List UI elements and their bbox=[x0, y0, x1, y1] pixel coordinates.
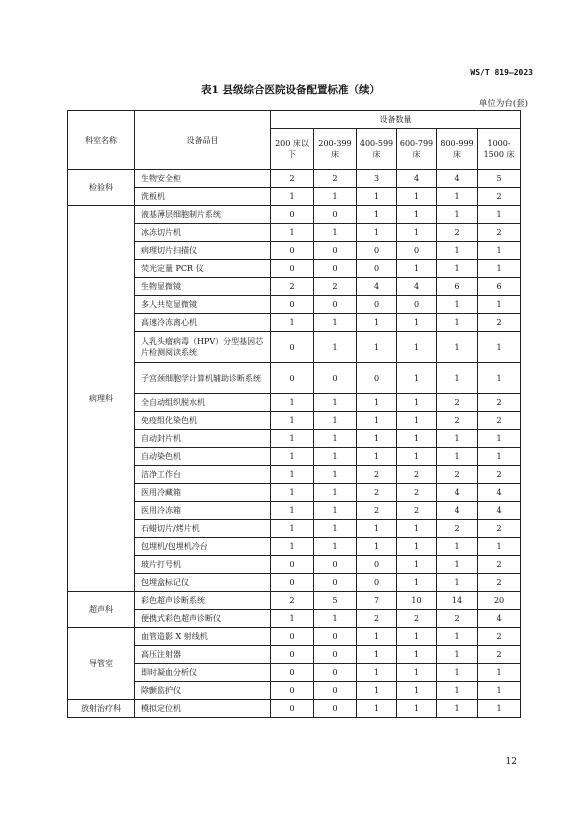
qty-cell: 1 bbox=[437, 538, 478, 556]
qty-cell: 10 bbox=[397, 592, 437, 610]
item-cell: 便携式彩色超声诊断仪 bbox=[135, 610, 271, 628]
qty-cell: 1 bbox=[478, 363, 521, 394]
qty-cell: 1 bbox=[478, 700, 521, 718]
qty-cell: 1 bbox=[314, 430, 357, 448]
qty-cell: 1 bbox=[437, 296, 478, 314]
qty-cell: 5 bbox=[478, 170, 521, 188]
table-row bbox=[68, 484, 521, 502]
qty-cell: 0 bbox=[271, 332, 314, 363]
qty-cell: 1 bbox=[478, 206, 521, 224]
item-cell: 荧光定量 PCR 仪 bbox=[135, 260, 271, 278]
table-row bbox=[68, 466, 521, 484]
qty-cell: 0 bbox=[271, 296, 314, 314]
qty-cell: 1 bbox=[271, 430, 314, 448]
table-row bbox=[68, 628, 521, 646]
item-cell: 病理切片扫描仪 bbox=[135, 242, 271, 260]
qty-cell: 1 bbox=[478, 242, 521, 260]
table-row bbox=[68, 430, 521, 448]
qty-cell: 0 bbox=[357, 574, 397, 592]
qty-cell: 1 bbox=[478, 260, 521, 278]
qty-cell: 1 bbox=[314, 332, 357, 363]
table-row bbox=[68, 682, 521, 700]
qty-cell: 0 bbox=[271, 574, 314, 592]
qty-cell: 1 bbox=[357, 430, 397, 448]
qty-cell: 2 bbox=[437, 610, 478, 628]
table-row bbox=[68, 556, 521, 574]
qty-cell: 2 bbox=[437, 224, 478, 242]
table-row bbox=[68, 664, 521, 682]
dept-cell: 病理科 bbox=[68, 206, 135, 592]
qty-cell: 1 bbox=[397, 206, 437, 224]
table-row bbox=[68, 700, 521, 718]
qty-cell: 4 bbox=[437, 502, 478, 520]
qty-cell: 2 bbox=[357, 502, 397, 520]
qty-cell: 2 bbox=[437, 466, 478, 484]
qty-cell: 1 bbox=[478, 332, 521, 363]
header-qty-col: 1000-1500 床 bbox=[478, 129, 521, 170]
unit-label: 单位为台(套) bbox=[478, 99, 528, 109]
table-row bbox=[68, 170, 521, 188]
item-cell: 包埋机/包埋机冷台 bbox=[135, 538, 271, 556]
qty-cell: 0 bbox=[397, 296, 437, 314]
qty-cell: 0 bbox=[271, 682, 314, 700]
qty-cell: 0 bbox=[314, 296, 357, 314]
qty-cell: 1 bbox=[271, 484, 314, 502]
table-row bbox=[68, 448, 521, 466]
qty-cell: 1 bbox=[357, 332, 397, 363]
qty-cell: 1 bbox=[271, 224, 314, 242]
qty-cell: 1 bbox=[357, 314, 397, 332]
qty-cell: 4 bbox=[478, 610, 521, 628]
qty-cell: 1 bbox=[357, 538, 397, 556]
item-cell: 包埋盒标记仪 bbox=[135, 574, 271, 592]
dept-cell: 放射治疗科 bbox=[68, 700, 135, 718]
qty-cell: 6 bbox=[437, 278, 478, 296]
equipment-table bbox=[67, 110, 521, 718]
qty-cell: 1 bbox=[397, 682, 437, 700]
qty-cell: 0 bbox=[314, 664, 357, 682]
qty-cell: 2 bbox=[271, 592, 314, 610]
qty-cell: 1 bbox=[271, 466, 314, 484]
qty-cell: 2 bbox=[437, 520, 478, 538]
qty-cell: 1 bbox=[397, 314, 437, 332]
qty-cell: 1 bbox=[397, 646, 437, 664]
qty-cell: 0 bbox=[314, 363, 357, 394]
table-row bbox=[68, 574, 521, 592]
table-row bbox=[68, 502, 521, 520]
item-cell: 洁净工作台 bbox=[135, 466, 271, 484]
qty-cell: 0 bbox=[271, 363, 314, 394]
qty-cell: 1 bbox=[357, 520, 397, 538]
qty-cell: 2 bbox=[314, 278, 357, 296]
qty-cell: 1 bbox=[397, 448, 437, 466]
qty-cell: 0 bbox=[271, 646, 314, 664]
item-cell: 人乳头瘤病毒（HPV）分型基因芯片检测阅读系统 bbox=[135, 332, 271, 363]
qty-cell: 2 bbox=[478, 628, 521, 646]
qty-cell: 0 bbox=[357, 556, 397, 574]
qty-cell: 1 bbox=[314, 314, 357, 332]
item-cell: 液基薄层细胞制片系统 bbox=[135, 206, 271, 224]
qty-cell: 4 bbox=[397, 278, 437, 296]
qty-cell: 1 bbox=[314, 188, 357, 206]
item-cell: 医用冷藏箱 bbox=[135, 484, 271, 502]
header-qty-col: 400-599 床 bbox=[357, 129, 397, 170]
qty-cell: 4 bbox=[397, 170, 437, 188]
qty-cell: 2 bbox=[397, 484, 437, 502]
table-row bbox=[68, 260, 521, 278]
qty-cell: 1 bbox=[478, 430, 521, 448]
qty-cell: 0 bbox=[271, 260, 314, 278]
qty-cell: 1 bbox=[314, 610, 357, 628]
header-qty-col: 800-999 床 bbox=[437, 129, 478, 170]
qty-cell: 1 bbox=[314, 448, 357, 466]
item-cell: 生物安全柜 bbox=[135, 170, 271, 188]
qty-cell: 1 bbox=[357, 206, 397, 224]
qty-cell: 1 bbox=[357, 628, 397, 646]
qty-cell: 0 bbox=[271, 700, 314, 718]
qty-cell: 1 bbox=[437, 430, 478, 448]
qty-cell: 1 bbox=[271, 394, 314, 412]
qty-cell: 0 bbox=[271, 206, 314, 224]
qty-cell: 2 bbox=[478, 314, 521, 332]
qty-cell: 1 bbox=[271, 520, 314, 538]
qty-cell: 1 bbox=[314, 538, 357, 556]
qty-cell: 0 bbox=[314, 646, 357, 664]
qty-cell: 1 bbox=[397, 700, 437, 718]
qty-cell: 0 bbox=[357, 363, 397, 394]
qty-cell: 1 bbox=[314, 502, 357, 520]
qty-cell: 1 bbox=[478, 664, 521, 682]
table-row bbox=[68, 592, 521, 610]
standard-number: WS/T 819—2023 bbox=[470, 68, 533, 77]
qty-cell: 2 bbox=[478, 394, 521, 412]
qty-cell: 1 bbox=[314, 412, 357, 430]
qty-cell: 1 bbox=[314, 224, 357, 242]
qty-cell: 1 bbox=[397, 628, 437, 646]
qty-cell: 1 bbox=[271, 538, 314, 556]
qty-cell: 1 bbox=[437, 332, 478, 363]
qty-cell: 0 bbox=[271, 556, 314, 574]
qty-cell: 2 bbox=[478, 520, 521, 538]
table-row bbox=[68, 538, 521, 556]
qty-cell: 1 bbox=[437, 664, 478, 682]
qty-cell: 2 bbox=[357, 466, 397, 484]
qty-cell: 2 bbox=[478, 646, 521, 664]
qty-cell: 1 bbox=[437, 556, 478, 574]
dept-cell: 超声科 bbox=[68, 592, 135, 628]
qty-cell: 2 bbox=[478, 556, 521, 574]
item-cell: 除颤监护仪 bbox=[135, 682, 271, 700]
item-cell: 医用冷冻箱 bbox=[135, 502, 271, 520]
qty-cell: 1 bbox=[397, 520, 437, 538]
table-row bbox=[68, 188, 521, 206]
table-row bbox=[68, 610, 521, 628]
qty-cell: 1 bbox=[437, 448, 478, 466]
qty-cell: 0 bbox=[357, 260, 397, 278]
item-cell: 子宫颈细胞学计算机辅助诊断系统 bbox=[135, 363, 271, 394]
qty-cell: 0 bbox=[314, 242, 357, 260]
qty-cell: 2 bbox=[357, 484, 397, 502]
table-row bbox=[68, 296, 521, 314]
qty-cell: 0 bbox=[271, 242, 314, 260]
dept-cell: 检验科 bbox=[68, 170, 135, 206]
qty-cell: 1 bbox=[271, 448, 314, 466]
qty-cell: 1 bbox=[271, 412, 314, 430]
qty-cell: 1 bbox=[314, 520, 357, 538]
header-qty-col: 200 床以下 bbox=[271, 129, 314, 170]
qty-cell: 1 bbox=[271, 188, 314, 206]
item-cell: 自动封片机 bbox=[135, 430, 271, 448]
qty-cell: 1 bbox=[397, 260, 437, 278]
qty-cell: 1 bbox=[357, 394, 397, 412]
item-cell: 石蜡切片/烤片机 bbox=[135, 520, 271, 538]
qty-cell: 1 bbox=[357, 412, 397, 430]
qty-cell: 5 bbox=[314, 592, 357, 610]
item-cell: 即时凝血分析仪 bbox=[135, 664, 271, 682]
dept-cell: 导管室 bbox=[68, 628, 135, 700]
table-row bbox=[68, 394, 521, 412]
qty-cell: 1 bbox=[357, 664, 397, 682]
qty-cell: 0 bbox=[271, 664, 314, 682]
qty-cell: 14 bbox=[437, 592, 478, 610]
item-cell: 冰冻切片机 bbox=[135, 224, 271, 242]
header-qty-col: 600-799 床 bbox=[397, 129, 437, 170]
qty-cell: 1 bbox=[437, 682, 478, 700]
qty-cell: 1 bbox=[357, 224, 397, 242]
qty-cell: 0 bbox=[271, 628, 314, 646]
qty-cell: 2 bbox=[314, 170, 357, 188]
qty-cell: 1 bbox=[437, 646, 478, 664]
table-row bbox=[68, 646, 521, 664]
item-cell: 血管造影 X 射线机 bbox=[135, 628, 271, 646]
qty-cell: 4 bbox=[478, 502, 521, 520]
header-quantity: 设备数量 bbox=[271, 111, 521, 129]
qty-cell: 1 bbox=[314, 484, 357, 502]
table-row bbox=[68, 206, 521, 224]
qty-cell: 0 bbox=[314, 556, 357, 574]
table-row bbox=[68, 332, 521, 363]
qty-cell: 1 bbox=[437, 260, 478, 278]
qty-cell: 0 bbox=[314, 260, 357, 278]
page-number: 12 bbox=[505, 757, 517, 767]
qty-cell: 1 bbox=[397, 363, 437, 394]
qty-cell: 1 bbox=[478, 538, 521, 556]
table-row bbox=[68, 278, 521, 296]
qty-cell: 1 bbox=[397, 188, 437, 206]
qty-cell: 2 bbox=[357, 610, 397, 628]
qty-cell: 1 bbox=[397, 224, 437, 242]
qty-cell: 2 bbox=[478, 412, 521, 430]
qty-cell: 4 bbox=[437, 170, 478, 188]
qty-cell: 1 bbox=[357, 700, 397, 718]
item-cell: 全自动组织脱水机 bbox=[135, 394, 271, 412]
qty-cell: 1 bbox=[437, 206, 478, 224]
qty-cell: 1 bbox=[357, 188, 397, 206]
item-cell: 自动染色机 bbox=[135, 448, 271, 466]
qty-cell: 1 bbox=[271, 610, 314, 628]
qty-cell: 1 bbox=[397, 574, 437, 592]
item-cell: 洗板机 bbox=[135, 188, 271, 206]
table-row bbox=[68, 314, 521, 332]
qty-cell: 1 bbox=[314, 394, 357, 412]
table-title: 表1 县级综合医院设备配置标准（续） bbox=[201, 84, 380, 96]
table-row bbox=[68, 412, 521, 430]
qty-cell: 0 bbox=[314, 574, 357, 592]
qty-cell: 0 bbox=[357, 242, 397, 260]
qty-cell: 1 bbox=[314, 466, 357, 484]
qty-cell: 2 bbox=[478, 466, 521, 484]
qty-cell: 1 bbox=[357, 646, 397, 664]
qty-cell: 0 bbox=[314, 682, 357, 700]
qty-cell: 2 bbox=[397, 610, 437, 628]
header-qty-col: 200-399 床 bbox=[314, 129, 357, 170]
table-row bbox=[68, 242, 521, 260]
qty-cell: 1 bbox=[437, 628, 478, 646]
qty-cell: 2 bbox=[397, 502, 437, 520]
qty-cell: 3 bbox=[357, 170, 397, 188]
table-row bbox=[68, 520, 521, 538]
header-item: 设备品目 bbox=[135, 111, 271, 170]
qty-cell: 4 bbox=[478, 484, 521, 502]
qty-cell: 1 bbox=[397, 412, 437, 430]
item-cell: 模拟定位机 bbox=[135, 700, 271, 718]
qty-cell: 7 bbox=[357, 592, 397, 610]
qty-cell: 1 bbox=[271, 502, 314, 520]
qty-cell: 2 bbox=[271, 278, 314, 296]
item-cell: 生物显微镜 bbox=[135, 278, 271, 296]
qty-cell: 0 bbox=[314, 206, 357, 224]
qty-cell: 1 bbox=[397, 430, 437, 448]
qty-cell: 1 bbox=[271, 314, 314, 332]
qty-cell: 0 bbox=[357, 296, 397, 314]
item-cell: 高压注射器 bbox=[135, 646, 271, 664]
qty-cell: 4 bbox=[357, 278, 397, 296]
table-row bbox=[68, 224, 521, 242]
qty-cell: 0 bbox=[314, 628, 357, 646]
qty-cell: 1 bbox=[397, 556, 437, 574]
qty-cell: 2 bbox=[271, 170, 314, 188]
qty-cell: 1 bbox=[397, 664, 437, 682]
qty-cell: 1 bbox=[478, 296, 521, 314]
qty-cell: 2 bbox=[478, 574, 521, 592]
qty-cell: 1 bbox=[357, 682, 397, 700]
qty-cell: 1 bbox=[478, 682, 521, 700]
qty-cell: 0 bbox=[397, 242, 437, 260]
qty-cell: 1 bbox=[437, 363, 478, 394]
header-dept: 科室名称 bbox=[68, 111, 135, 170]
qty-cell: 2 bbox=[437, 412, 478, 430]
qty-cell: 1 bbox=[437, 188, 478, 206]
qty-cell: 2 bbox=[397, 466, 437, 484]
qty-cell: 1 bbox=[478, 448, 521, 466]
qty-cell: 1 bbox=[437, 242, 478, 260]
qty-cell: 2 bbox=[478, 188, 521, 206]
qty-cell: 1 bbox=[397, 332, 437, 363]
qty-cell: 2 bbox=[437, 394, 478, 412]
qty-cell: 1 bbox=[397, 538, 437, 556]
qty-cell: 20 bbox=[478, 592, 521, 610]
item-cell: 高速冷冻离心机 bbox=[135, 314, 271, 332]
qty-cell: 1 bbox=[357, 448, 397, 466]
item-cell: 玻片打号机 bbox=[135, 556, 271, 574]
item-cell: 免疫组化染色机 bbox=[135, 412, 271, 430]
qty-cell: 1 bbox=[437, 700, 478, 718]
qty-cell: 2 bbox=[478, 224, 521, 242]
qty-cell: 4 bbox=[437, 484, 478, 502]
qty-cell: 1 bbox=[397, 394, 437, 412]
qty-cell: 6 bbox=[478, 278, 521, 296]
qty-cell: 1 bbox=[437, 574, 478, 592]
qty-cell: 0 bbox=[314, 700, 357, 718]
qty-cell: 1 bbox=[437, 314, 478, 332]
item-cell: 彩色超声诊断系统 bbox=[135, 592, 271, 610]
item-cell: 多人共览显微镜 bbox=[135, 296, 271, 314]
table-row bbox=[68, 363, 521, 394]
